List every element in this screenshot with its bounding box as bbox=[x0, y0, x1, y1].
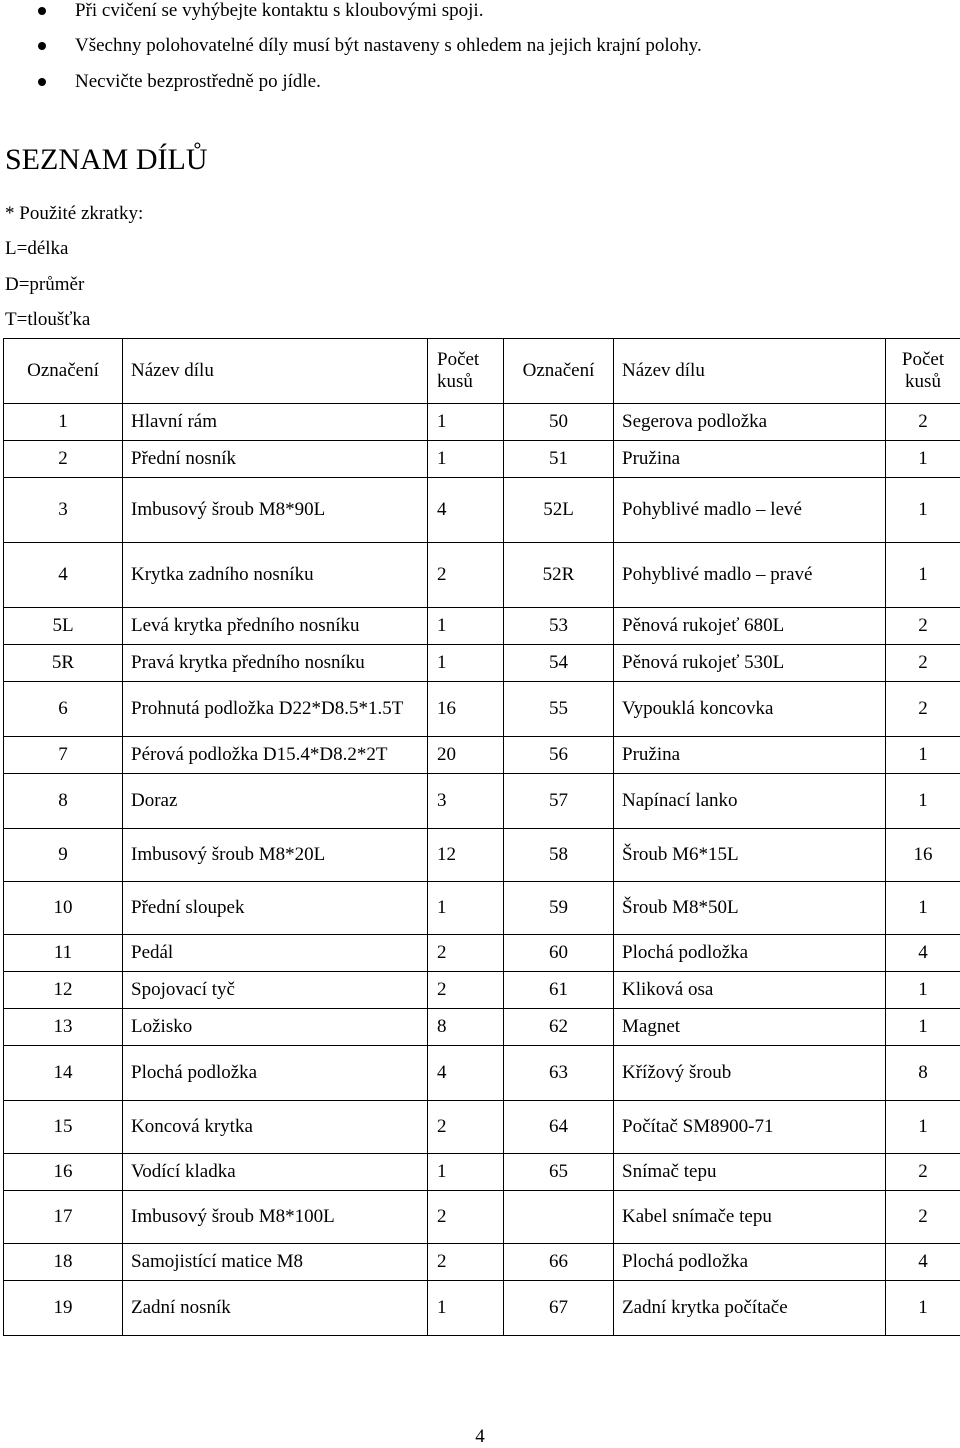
part-count: 8 bbox=[428, 1009, 504, 1046]
part-name: Pohyblivé madlo – pravé bbox=[614, 543, 886, 608]
part-id: 2 bbox=[4, 441, 123, 478]
table-row bbox=[4, 543, 960, 608]
table-row bbox=[4, 829, 960, 882]
part-count: 1 bbox=[886, 774, 960, 829]
part-name: Pedál bbox=[123, 935, 428, 972]
table-row bbox=[4, 1191, 960, 1244]
part-id: 16 bbox=[4, 1154, 123, 1191]
table-row bbox=[4, 1009, 960, 1046]
abbreviations-heading: * Použité zkratky: bbox=[5, 203, 143, 225]
part-count: 2 bbox=[428, 972, 504, 1009]
part-count: 4 bbox=[428, 478, 504, 543]
part-count: 8 bbox=[886, 1046, 960, 1101]
table-row bbox=[4, 441, 960, 478]
part-count: 2 bbox=[428, 1101, 504, 1154]
column-header-name: Název dílu bbox=[123, 339, 428, 404]
part-id: 5R bbox=[4, 645, 123, 682]
part-count: 1 bbox=[886, 1009, 960, 1046]
table-row bbox=[4, 1101, 960, 1154]
part-name: Křížový šroub bbox=[614, 1046, 886, 1101]
safety-note: Všechny polohovatelné díly musí být nastaveny s ohledem na jejich krajní polohy. bbox=[75, 35, 702, 57]
part-id: 50 bbox=[504, 404, 614, 441]
part-count: 4 bbox=[886, 1244, 960, 1281]
part-count: 2 bbox=[886, 404, 960, 441]
part-id: 6 bbox=[4, 682, 123, 737]
part-name: Počítač SM8900-71 bbox=[614, 1101, 886, 1154]
part-id: 17 bbox=[4, 1191, 123, 1244]
part-id: 13 bbox=[4, 1009, 123, 1046]
part-id: 5L bbox=[4, 608, 123, 645]
part-name: Vodící kladka bbox=[123, 1154, 428, 1191]
table-row bbox=[4, 972, 960, 1009]
part-name: Plochá podložka bbox=[614, 1244, 886, 1281]
part-count: 1 bbox=[428, 608, 504, 645]
part-id: 56 bbox=[504, 737, 614, 774]
table-row bbox=[4, 478, 960, 543]
part-name: Doraz bbox=[123, 774, 428, 829]
part-count: 1 bbox=[886, 1281, 960, 1336]
part-count: 1 bbox=[428, 441, 504, 478]
part-count: 2 bbox=[428, 935, 504, 972]
part-name: Imbusový šroub M8*100L bbox=[123, 1191, 428, 1244]
part-id: 67 bbox=[504, 1281, 614, 1336]
part-count: 1 bbox=[886, 478, 960, 543]
part-name: Levá krytka předního nosníku bbox=[123, 608, 428, 645]
part-count: 2 bbox=[886, 1154, 960, 1191]
part-id: 63 bbox=[504, 1046, 614, 1101]
part-name: Prohnutá podložka D22*D8.5*1.5T bbox=[123, 682, 428, 737]
part-id: 54 bbox=[504, 645, 614, 682]
part-id bbox=[504, 1191, 614, 1244]
abbreviation-item: T=tloušťka bbox=[5, 309, 90, 331]
part-id: 51 bbox=[504, 441, 614, 478]
part-name: Kabel snímače tepu bbox=[614, 1191, 886, 1244]
part-id: 65 bbox=[504, 1154, 614, 1191]
part-id: 55 bbox=[504, 682, 614, 737]
part-id: 59 bbox=[504, 882, 614, 935]
part-id: 3 bbox=[4, 478, 123, 543]
part-count: 4 bbox=[428, 1046, 504, 1101]
part-count: 1 bbox=[886, 441, 960, 478]
part-count: 16 bbox=[428, 682, 504, 737]
table-header-row bbox=[4, 339, 960, 404]
part-id: 9 bbox=[4, 829, 123, 882]
part-count: 1 bbox=[428, 882, 504, 935]
part-name: Přední nosník bbox=[123, 441, 428, 478]
part-count: 1 bbox=[428, 1154, 504, 1191]
column-header-count: Počet kusů bbox=[428, 339, 504, 404]
part-count: 1 bbox=[428, 1281, 504, 1336]
safety-note: Necvičte bezprostředně po jídle. bbox=[75, 71, 321, 93]
part-name: Spojovací tyč bbox=[123, 972, 428, 1009]
part-name: Samojistící matice M8 bbox=[123, 1244, 428, 1281]
part-name: Pružina bbox=[614, 737, 886, 774]
part-count: 2 bbox=[428, 543, 504, 608]
part-id: 57 bbox=[504, 774, 614, 829]
parts-table bbox=[3, 338, 960, 1336]
part-name: Snímač tepu bbox=[614, 1154, 886, 1191]
table-row bbox=[4, 774, 960, 829]
part-id: 14 bbox=[4, 1046, 123, 1101]
part-count: 16 bbox=[886, 829, 960, 882]
page-number: 4 bbox=[0, 1426, 960, 1448]
table-row bbox=[4, 737, 960, 774]
part-name: Pružina bbox=[614, 441, 886, 478]
abbreviation-item: L=délka bbox=[5, 238, 68, 260]
column-header-id: Označení bbox=[4, 339, 123, 404]
part-id: 52L bbox=[504, 478, 614, 543]
part-name: Vypouklá koncovka bbox=[614, 682, 886, 737]
column-header-name: Název dílu bbox=[614, 339, 886, 404]
part-count: 20 bbox=[428, 737, 504, 774]
table-row bbox=[4, 682, 960, 737]
part-name: Zadní krytka počítače bbox=[614, 1281, 886, 1336]
table-row bbox=[4, 882, 960, 935]
part-name: Zadní nosník bbox=[123, 1281, 428, 1336]
part-count: 2 bbox=[886, 682, 960, 737]
part-count: 2 bbox=[886, 645, 960, 682]
table-row bbox=[4, 1046, 960, 1101]
part-id: 60 bbox=[504, 935, 614, 972]
part-count: 1 bbox=[886, 737, 960, 774]
part-name: Magnet bbox=[614, 1009, 886, 1046]
part-id: 66 bbox=[504, 1244, 614, 1281]
part-count: 4 bbox=[886, 935, 960, 972]
part-count: 2 bbox=[428, 1244, 504, 1281]
part-count: 1 bbox=[886, 543, 960, 608]
part-name: Imbusový šroub M8*20L bbox=[123, 829, 428, 882]
table-row bbox=[4, 1281, 960, 1336]
part-id: 15 bbox=[4, 1101, 123, 1154]
part-name: Ložisko bbox=[123, 1009, 428, 1046]
part-id: 19 bbox=[4, 1281, 123, 1336]
part-id: 62 bbox=[504, 1009, 614, 1046]
part-name: Kliková osa bbox=[614, 972, 886, 1009]
part-name: Hlavní rám bbox=[123, 404, 428, 441]
part-name: Segerova podložka bbox=[614, 404, 886, 441]
part-id: 52R bbox=[504, 543, 614, 608]
table-row bbox=[4, 1244, 960, 1281]
parts-list-title: SEZNAM DÍLŮ bbox=[5, 138, 208, 182]
part-id: 61 bbox=[504, 972, 614, 1009]
part-id: 10 bbox=[4, 882, 123, 935]
part-count: 2 bbox=[886, 608, 960, 645]
table-row bbox=[4, 935, 960, 972]
part-name: Šroub M6*15L bbox=[614, 829, 886, 882]
part-id: 12 bbox=[4, 972, 123, 1009]
table-row bbox=[4, 645, 960, 682]
part-name: Plochá podložka bbox=[614, 935, 886, 972]
part-id: 8 bbox=[4, 774, 123, 829]
part-name: Pravá krytka předního nosníku bbox=[123, 645, 428, 682]
part-name: Napínací lanko bbox=[614, 774, 886, 829]
safety-note: Při cvičení se vyhýbejte kontaktu s kloubovými spoji. bbox=[75, 0, 483, 22]
column-header-id: Označení bbox=[504, 339, 614, 404]
part-count: 1 bbox=[886, 882, 960, 935]
part-id: 18 bbox=[4, 1244, 123, 1281]
part-name: Šroub M8*50L bbox=[614, 882, 886, 935]
part-count: 12 bbox=[428, 829, 504, 882]
part-name: Krytka zadního nosníku bbox=[123, 543, 428, 608]
part-count: 2 bbox=[886, 1191, 960, 1244]
part-name: Plochá podložka bbox=[123, 1046, 428, 1101]
part-count: 1 bbox=[886, 1101, 960, 1154]
table-row bbox=[4, 608, 960, 645]
part-count: 2 bbox=[428, 1191, 504, 1244]
part-count: 1 bbox=[886, 972, 960, 1009]
part-name: Pérová podložka D15.4*D8.2*2T bbox=[123, 737, 428, 774]
abbreviation-item: D=průměr bbox=[5, 274, 84, 296]
part-name: Pohyblivé madlo – levé bbox=[614, 478, 886, 543]
part-name: Pěnová rukojeť 530L bbox=[614, 645, 886, 682]
table-row bbox=[4, 1154, 960, 1191]
part-id: 1 bbox=[4, 404, 123, 441]
part-id: 58 bbox=[504, 829, 614, 882]
part-name: Imbusový šroub M8*90L bbox=[123, 478, 428, 543]
part-name: Přední sloupek bbox=[123, 882, 428, 935]
part-count: 3 bbox=[428, 774, 504, 829]
table-row bbox=[4, 404, 960, 441]
part-name: Koncová krytka bbox=[123, 1101, 428, 1154]
column-header-count: Počet kusů bbox=[886, 339, 960, 404]
part-id: 53 bbox=[504, 608, 614, 645]
part-id: 11 bbox=[4, 935, 123, 972]
part-name: Pěnová rukojeť 680L bbox=[614, 608, 886, 645]
part-count: 1 bbox=[428, 645, 504, 682]
part-id: 64 bbox=[504, 1101, 614, 1154]
part-count: 1 bbox=[428, 404, 504, 441]
part-id: 4 bbox=[4, 543, 123, 608]
part-id: 7 bbox=[4, 737, 123, 774]
